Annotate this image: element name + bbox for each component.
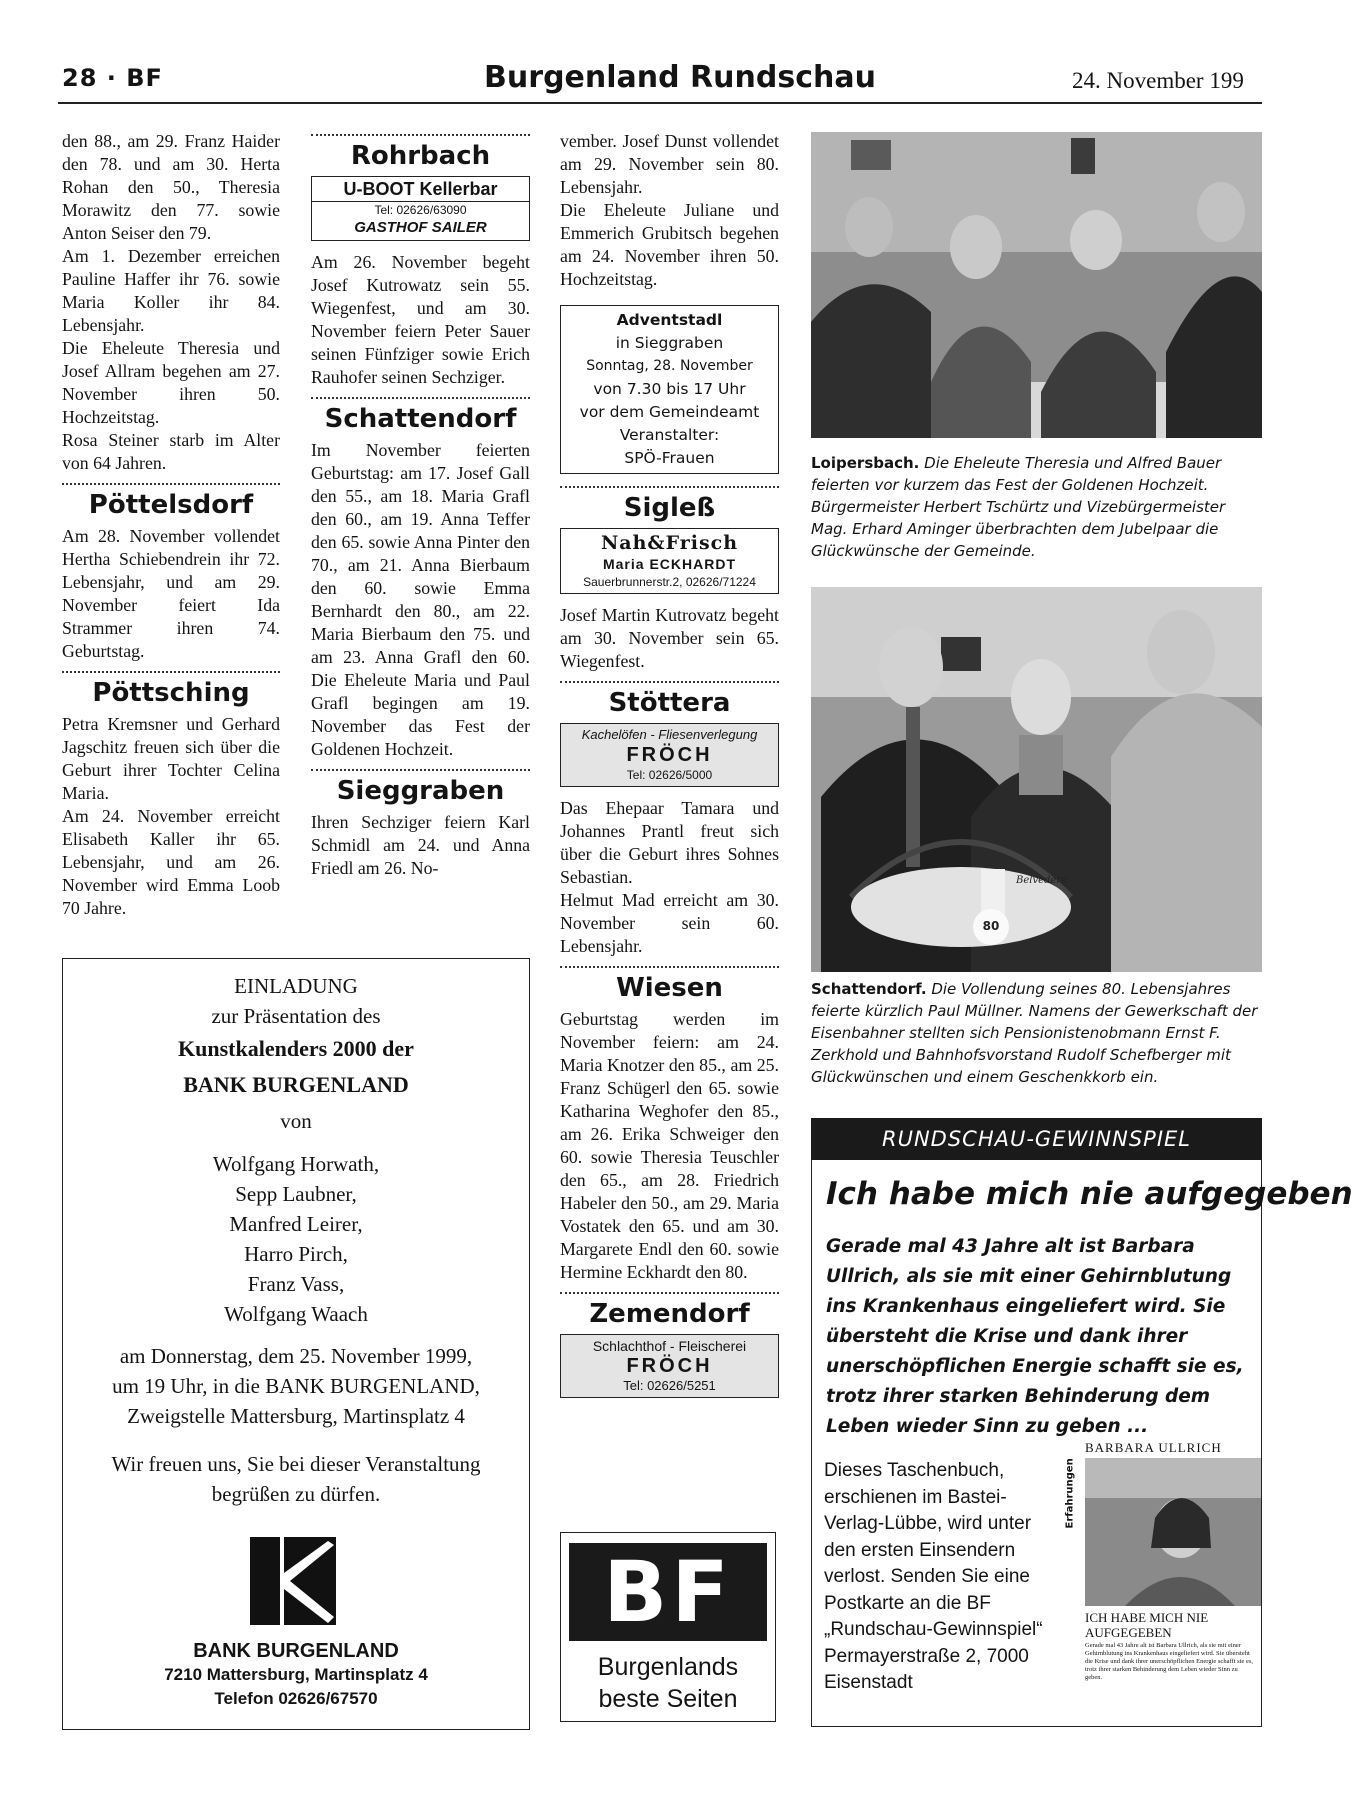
invitation-line: von [280,1109,312,1133]
town-heading: Sieggraben [336,776,505,806]
article-text: Am 28. November vollendet Hertha Schiebendrein ihr 72. Lebensjahr, und am 29. November feiert Ida Strammer ihren 74. Geburtstag. [62,526,280,661]
invitation-line: Zweigstelle Mattersburg, Martinsplatz 4 [127,1404,465,1428]
header-rule [58,102,1262,104]
article-text: Die Eheleute Juliane und Emmerich Grubitsch begehen am 24. November ihren 50. Hochzeitstag. [560,200,779,289]
photo-image [811,132,1262,438]
divider [311,769,530,771]
artist-list [63,1149,529,1329]
article-text: Am 1. Dezember erreichen Pauline Haffer ihr 76. sowie Maria Koller ihr 84. Lebensjahr. [62,246,280,335]
article-text: Im November feierten Geburtstag: am 17. Josef Gall den 55., am 18. Maria Grafl den 60., am 19. Anna Teffer den 65. sowie Anna Pinter den 70., am 21. Anna Bierbaum den 60. sowie Emma Bernhardt den 80., am 22. Maria Bierbaum den 75. und am 23. Anna Grafl den 60. Die Eheleute Maria und Paul Grafl begingen am 19. November das Fest der Goldenen Hochzeit. [311,440,530,759]
invitation-line: um 19 Uhr, in die BANK BURGENLAND, [112,1374,480,1398]
town-heading: Sigleß [623,493,716,523]
contest-banner: RUNDSCHAU-GEWINNSPIEL [811,1118,1262,1160]
page-number: 28 · BF [62,64,163,92]
caption-text: Die Vollendung seines 80. Lebensjahres feierte kürzlich Paul Müllner. Namens der Gewerkschaft der Eisenbahner stellten sich Pensionistenobmann Ernst F. Zerkhold und Bahnhofsvorstand Rudolf Schefberger mit Glückwünschen und einem Geschenkkorb ein. [811,980,1258,1086]
ad-name: FRÖCH [626,1355,713,1377]
invitation-line: Wir freuen uns, Sie bei dieser Veranstaltung [111,1452,481,1476]
article-text: Helmut Mad erreicht am 30. November sein 60. Lebensjahr. [560,890,779,956]
invitation-ad [62,958,530,1730]
article-text: Am 24. November erreicht Elisabeth Kaller ihr 65. Lebensjahr, und am 26. November wird Emma Loob 70 Jahre. [62,806,280,918]
column-2 [311,134,530,880]
book-title: AUFGEGEBEN [1085,1625,1172,1640]
article-text: Geburtstag werden im November feiern: am 24. Maria Knotzer den 85., am 25. Franz Schügerl den 65. sowie Katharina Weghofer den 85., am 26. Erika Schweiger den 60. sowie Theresia Teuschler den 65., am 28. Friedrich Habeler den 50., am 29. Maria Vostatek den 65. und am 30. Margarete Endl den 60. sowie Hermine Eckhardt den 80. [560,1009,779,1282]
contest-box [811,1160,1353,1727]
bf-slogan-line: Burgenlands [597,1653,739,1681]
article-text: Am 26. November begeht Josef Kutrowatz sein 55. Wiegenfest, und am 30. November feiern Peter Sauer seinen Fünfziger sowie Erich Rauhofer seinen Sechziger. [311,252,530,387]
article-text: Das Ehepaar Tamara und Johannes Prantl freut sich über die Geburt ihres Sohnes Sebastian. [560,798,779,887]
artist-name: Franz Vass, [247,1272,345,1296]
book-title: ICH HABE MICH NIE [1085,1610,1209,1625]
invitation-line: zur Präsentation des [211,1004,381,1028]
invitation-line: BANK BURGENLAND [183,1072,409,1097]
ad-line: Sonntag, 28. November [586,358,753,374]
bf-logo: BF [569,1543,767,1641]
ad-froech-fleischerei [560,1334,779,1398]
invitation-line: begrüßen zu dürfen. [211,1482,381,1506]
town-heading: Stöttera [608,688,731,718]
divider [560,486,779,488]
issue-date: 24. November 199 [1072,68,1244,93]
caption-text: Die Eheleute Theresia und Alfred Bauer feierten vor kurzem das Fest der Goldenen Hochzeit. Bürgermeister Herbert Tschürtz und Vizebürgermeister Mag. Erhard Aminger überbrachten dem Jubelpaar die Glückwünsche der Gemeinde. [811,454,1226,560]
welcome-text [63,1449,529,1509]
divider [560,681,779,683]
book-author: BARBARA ULLRICH [1085,1440,1222,1455]
article-text: vember. Josef Dunst vollendet am 29. November sein 80. Lebensjahr. [560,131,779,197]
event-details [63,1341,529,1431]
ad-title: U-BOOT Kellerbar [312,179,529,202]
invitation-heading: EINLADUNG [234,974,358,998]
caption-place: Schattendorf. [811,980,927,998]
photo-schattendorf [811,587,1262,972]
bottle-label: Belvedere [1016,875,1068,886]
ad-top-line: Kachelöfen - Fliesenverlegung [581,727,758,742]
ad-phone: Tel: 02626/5251 [623,1378,716,1393]
divider [311,134,530,136]
book-series: Erfahrungen [1064,1458,1076,1529]
contest-headline: Ich habe mich nie aufgegeben [826,1176,1353,1212]
bank-phone: Telefon 02626/67570 [214,1689,378,1708]
ad-subtitle: GASTHOF SAILER [354,219,487,236]
contest-lead: Gerade mal 43 Jahre alt ist Barbara Ullrich, als sie mit einer Gehirnblutung ins Krankenhaus eingeliefert wird. Sie übersteht die Krise und dank ihrer unerschöpflichen Energie schafft sie es, trotz ihrer starken Behinderung dem Leben wieder Sinn zu geben ... [826,1236,1244,1437]
bank-address: 7210 Mattersburg, Martinsplatz 4 [164,1665,428,1684]
ad-name: Maria ECKHARDT [602,556,736,572]
invitation-line: Kunstkalenders 2000 der [178,1036,414,1061]
photo-caption [811,978,1262,1088]
ad-phone: Tel: 02626/5000 [626,768,713,782]
town-heading: Schattendorf [324,404,517,434]
book-cover-photo [1085,1458,1261,1606]
contest-body: Dieses Taschenbuch, erschienen im Bastei-Verlag-Lübbe, wird unter den ersten Einsendern verlost. Senden Sie eine Postkarte an die BF „Rundschau-Gewinnspiel“ Permayerstraße 2, 7000 Eisenstadt [824,1460,1043,1693]
town-heading: Pöttelsdorf [88,490,254,520]
ad-uboot-kellerbar [311,176,530,241]
caption-place: Loipersbach. [811,454,920,472]
ad-phone: Tel: 02626/63090 [374,203,467,217]
book-spine [1059,1438,1081,1708]
town-heading: Rohrbach [350,141,491,171]
divider [560,966,779,968]
artist-name: Wolfgang Waach [224,1302,368,1326]
town-heading: Pöttsching [92,678,250,708]
ad-line: in Sieggraben [615,334,724,352]
article-text: Rosa Steiner starb im Alter von 64 Jahren. [62,430,280,473]
artist-name: Harro Pirch, [244,1242,348,1266]
column-1 [62,130,280,920]
divider [62,671,280,673]
nah-frisch-logo: Nah&Frisch [600,532,739,554]
bf-slogan-line: beste Seiten [598,1685,738,1713]
bank-contact [63,1639,529,1711]
article-text: Josef Martin Kutrovatz begeht am 30. November sein 65. Wiegenfest. [560,605,779,671]
ad-froech-kacheloefen [560,723,779,787]
photo-loipersbach [811,132,1262,438]
ad-address: Sauerbrunnerstr.2, 02626/71224 [583,575,756,589]
ad-name: FRÖCH [626,744,713,766]
ad-line: SPÖ-Frauen [624,449,715,467]
article-text: Die Eheleute Theresia und Josef Allram begehen am 27. November ihren 50. Hochzeitstag. [62,338,280,427]
town-heading: Wiesen [616,973,723,1003]
article-text: den 88., am 29. Franz Haider den 78. und am 30. Herta Rohan den 50., Theresia Morawitz den 77. sowie Anton Seiser den 79. [62,131,280,243]
divider [560,1292,779,1294]
invitation-line: am Donnerstag, dem 25. November 1999, [119,1344,473,1368]
bank-burgenland-logo [250,1537,336,1625]
photo-caption [811,452,1262,562]
book-blurb: Gerade mal 43 Jahre alt ist Barbara Ullrich, als sie mit einer Gehirnblutung ins Krankenhaus eingeliefert wird. Sie übersteht die Krise und dank ihrer unerschöpflichen Energie schafft sie es, trotz ihrer starken Behinderung dem Leben wieder Sinn zu geben. [1085,1642,1253,1681]
bf-ad [560,1532,776,1722]
article-text: Petra Kremsner und Gerhard Jagschitz freuen sich über die Geburt ihrer Tochter Celina Maria. [62,714,280,803]
article-text: Ihren Sechziger feiern Karl Schmidl am 24. und Anna Friedl am 26. No- [311,812,530,878]
ad-line: Adventstadl [616,311,723,329]
ad-adventstadl [560,305,779,474]
artist-name: Sepp Laubner, [235,1182,357,1206]
artist-name: Manfred Leirer, [229,1212,363,1236]
ad-line: Veranstalter: [619,426,720,444]
column-3 [560,130,779,1408]
divider [311,397,530,399]
photo-image [811,587,1262,972]
artist-name: Wolfgang Horwath, [212,1152,380,1176]
ad-nah-frisch [560,528,779,594]
bank-name: BANK BURGENLAND [193,1640,399,1662]
newspaper-title: Burgenland Rundschau [484,60,876,95]
divider [62,483,280,485]
book-cover [1059,1438,1261,1708]
birthday-sign: 80 [982,919,1000,933]
ad-line: von 7.30 bis 17 Uhr [593,380,746,398]
ad-line: vor dem Gemeindeamt [579,403,760,421]
town-heading: Zemendorf [589,1299,750,1329]
ad-top-line: Schlachthof - Fleischerei [592,1338,747,1354]
